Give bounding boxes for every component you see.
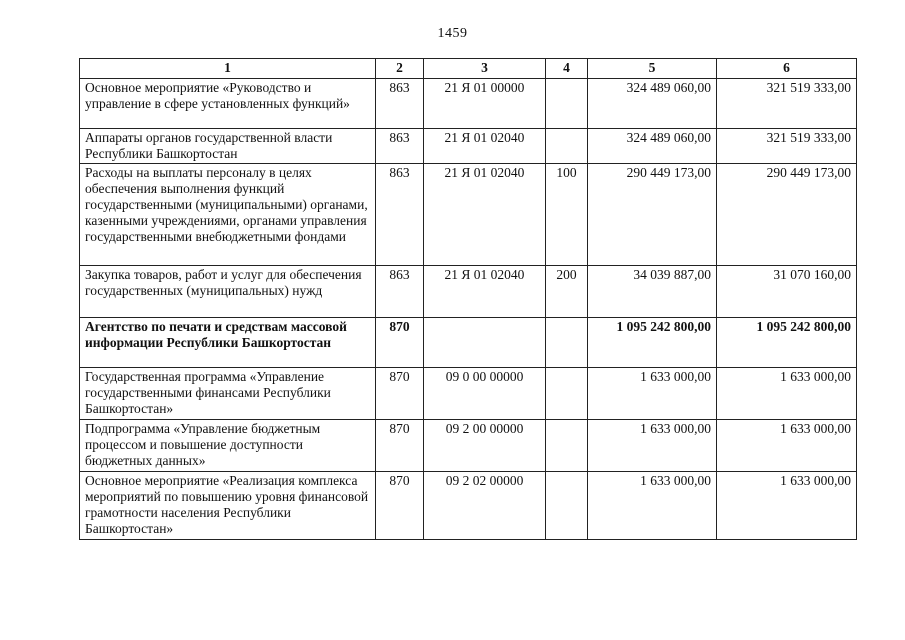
row-ministry: 863 <box>376 164 424 266</box>
row-amount-5: 1 095 242 800,00 <box>588 318 717 368</box>
row-expense-type <box>546 129 588 164</box>
row-amount-6: 1 633 000,00 <box>717 420 857 472</box>
row-target: 21 Я 01 02040 <box>424 129 546 164</box>
row-amount-5: 324 489 060,00 <box>588 79 717 129</box>
header-col-6: 6 <box>717 59 857 79</box>
row-name: Агентство по печати и средствам массовой информации Республики Башкортостан <box>80 318 376 368</box>
row-name: Государственная программа «Управление государственными финансами Республики Башкортостан» <box>80 368 376 420</box>
row-expense-type <box>546 318 588 368</box>
row-ministry: 863 <box>376 129 424 164</box>
row-ministry: 870 <box>376 472 424 540</box>
table-row <box>80 164 857 266</box>
row-expense-type <box>546 79 588 129</box>
table-row <box>80 420 857 472</box>
table-row <box>80 368 857 420</box>
row-amount-5: 34 039 887,00 <box>588 266 717 318</box>
row-name: Расходы на выплаты персоналу в целях обеспечения выполнения функций государственными (муниципальными) органами, казенными учреждениями, органами управления государственными внебюджетными фондами <box>80 164 376 266</box>
row-expense-type <box>546 472 588 540</box>
row-target: 09 2 02 00000 <box>424 472 546 540</box>
row-ministry: 870 <box>376 368 424 420</box>
row-ministry: 863 <box>376 79 424 129</box>
row-amount-5: 290 449 173,00 <box>588 164 717 266</box>
budget-table <box>79 58 857 540</box>
row-amount-5: 324 489 060,00 <box>588 129 717 164</box>
row-amount-6: 1 095 242 800,00 <box>717 318 857 368</box>
row-target: 09 0 00 00000 <box>424 368 546 420</box>
row-amount-6: 290 449 173,00 <box>717 164 857 266</box>
header-col-2: 2 <box>376 59 424 79</box>
row-ministry: 863 <box>376 266 424 318</box>
row-expense-type: 200 <box>546 266 588 318</box>
row-amount-6: 31 070 160,00 <box>717 266 857 318</box>
row-name: Подпрограмма «Управление бюджетным процессом и повышение доступности бюджетных данных» <box>80 420 376 472</box>
header-col-5: 5 <box>588 59 717 79</box>
header-col-1: 1 <box>80 59 376 79</box>
row-target: 21 Я 01 02040 <box>424 164 546 266</box>
row-expense-type <box>546 420 588 472</box>
table-row <box>80 129 857 164</box>
table-row <box>80 79 857 129</box>
row-ministry: 870 <box>376 420 424 472</box>
row-amount-6: 1 633 000,00 <box>717 368 857 420</box>
row-name: Закупка товаров, работ и услуг для обеспечения государственных (муниципальных) нужд <box>80 266 376 318</box>
header-col-3: 3 <box>424 59 546 79</box>
row-expense-type <box>546 368 588 420</box>
row-target: 21 Я 01 02040 <box>424 266 546 318</box>
row-amount-5: 1 633 000,00 <box>588 368 717 420</box>
table-header-row <box>80 59 857 79</box>
row-name: Основное мероприятие «Руководство и управление в сфере установленных функций» <box>80 79 376 129</box>
row-target: 09 2 00 00000 <box>424 420 546 472</box>
row-expense-type: 100 <box>546 164 588 266</box>
table-row <box>80 318 857 368</box>
row-target: 21 Я 01 00000 <box>424 79 546 129</box>
row-amount-5: 1 633 000,00 <box>588 420 717 472</box>
row-target <box>424 318 546 368</box>
row-ministry: 870 <box>376 318 424 368</box>
page-number: 1459 <box>437 26 468 41</box>
row-amount-6: 321 519 333,00 <box>717 79 857 129</box>
row-amount-6: 321 519 333,00 <box>717 129 857 164</box>
table-row <box>80 472 857 540</box>
row-amount-5: 1 633 000,00 <box>588 472 717 540</box>
table-row <box>80 266 857 318</box>
header-col-4: 4 <box>546 59 588 79</box>
row-name: Аппараты органов государственной власти Республики Башкортостан <box>80 129 376 164</box>
row-amount-6: 1 633 000,00 <box>717 472 857 540</box>
row-name: Основное мероприятие «Реализация комплекса мероприятий по повышению уровня финансовой грамотности населения Республики Башкортостан» <box>80 472 376 540</box>
